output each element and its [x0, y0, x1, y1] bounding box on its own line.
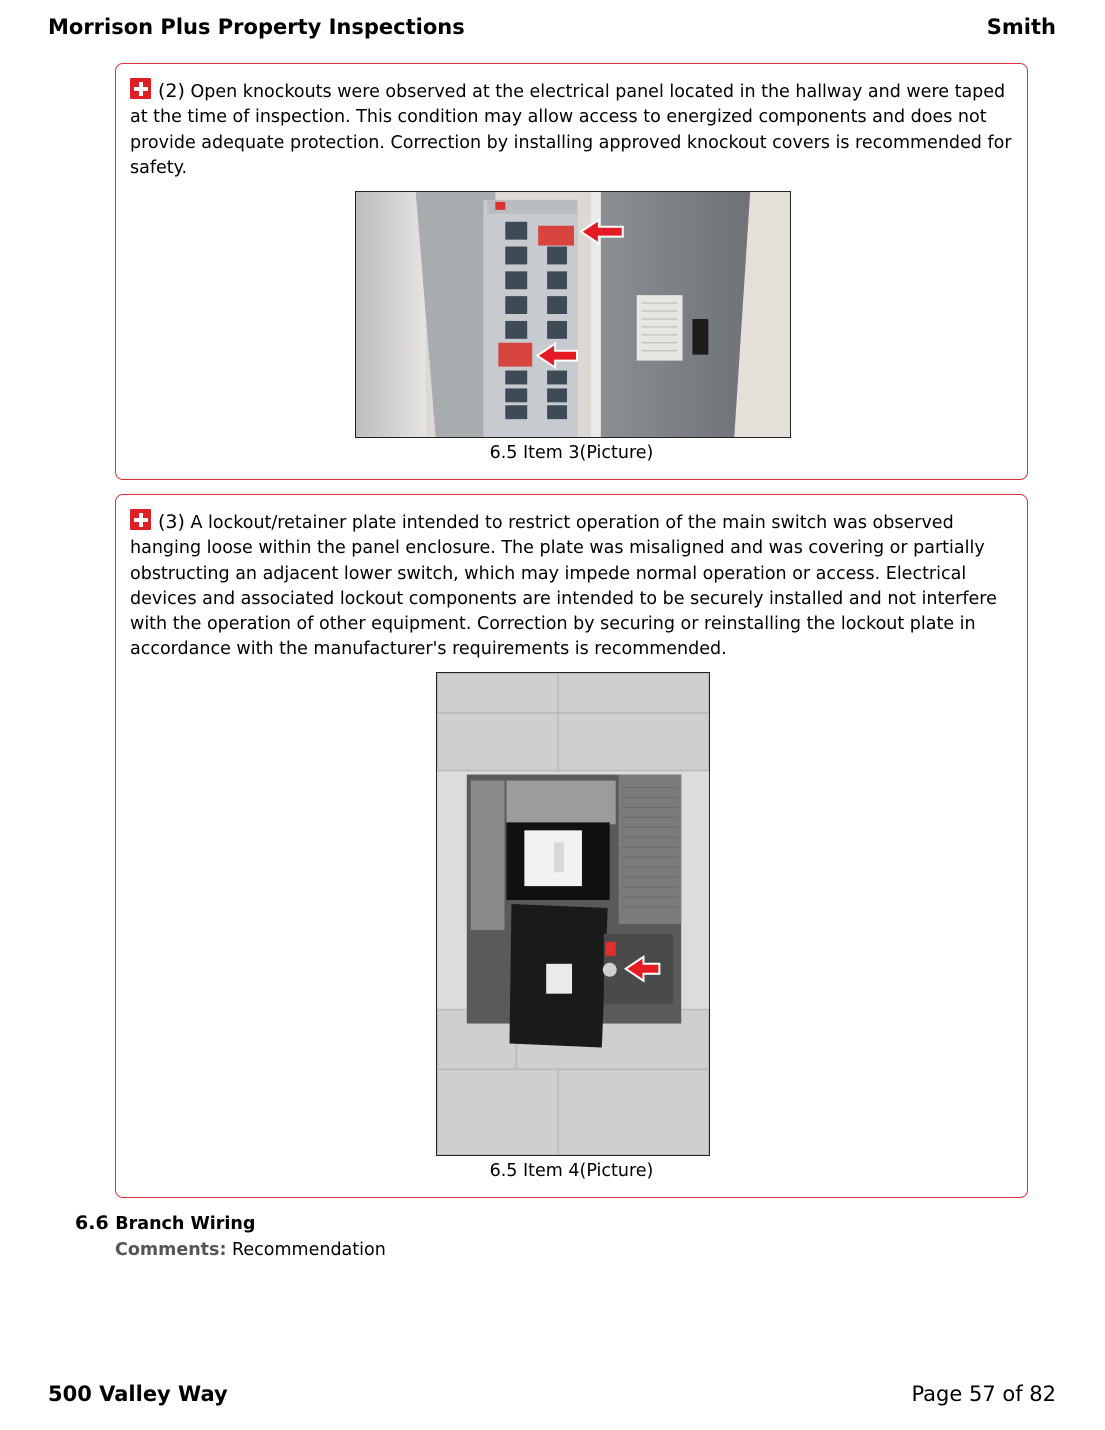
photo-caption: 6.5 Item 4(Picture) [489, 1161, 654, 1181]
electrical-panel-photo[interactable] [355, 191, 791, 438]
client-name: Smith [986, 15, 1056, 39]
comments-value: Recommendation [232, 1240, 386, 1260]
safety-flag-icon [130, 509, 151, 530]
item-number: (3) [158, 511, 185, 533]
section-comments [115, 1240, 386, 1260]
page-footer [48, 1378, 1056, 1410]
comments-label: Comments: [115, 1240, 227, 1260]
defect-text-block [130, 78, 1013, 181]
page-header [48, 12, 1056, 42]
defect-text-block [130, 509, 1013, 663]
item-description: Open knockouts were observed at the electrical panel located in the hallway and were taped at the time of inspection. This condition may allow access to energized components and does not provide adequate protection. Correction by installing approved knockout covers is recommended for safety. [130, 82, 1012, 178]
photo-caption: 6.5 Item 3(Picture) [489, 443, 654, 463]
defect-card-item-3 [115, 494, 1028, 1198]
section-number: 6.6 [75, 1212, 109, 1234]
safety-flag-icon [130, 78, 151, 99]
item-description: A lockout/retainer plate intended to restrict operation of the main switch was observed hanging loose within the panel enclosure. The plate was misaligned and was covering or partially obstructing an adjacent lower switch, which may impede normal operation or access. Electrical devices and associated lockout components are intended to be securely installed and not interfere with the operation of other equipment. Correction by securing or reinstalling the lockout plate in accordance with the manufacturer's requirements is recommended. [130, 513, 997, 660]
company-name: Morrison Plus Property Inspections [48, 15, 465, 39]
item-number: (2) [158, 80, 185, 102]
lockout-plate-photo[interactable] [436, 672, 710, 1156]
section-heading [75, 1212, 255, 1234]
property-address: 500 Valley Way [48, 1382, 228, 1406]
section-title: Branch Wiring [115, 1214, 256, 1234]
page-number: Page 57 of 82 [911, 1382, 1056, 1406]
defect-card-item-2 [115, 63, 1028, 480]
